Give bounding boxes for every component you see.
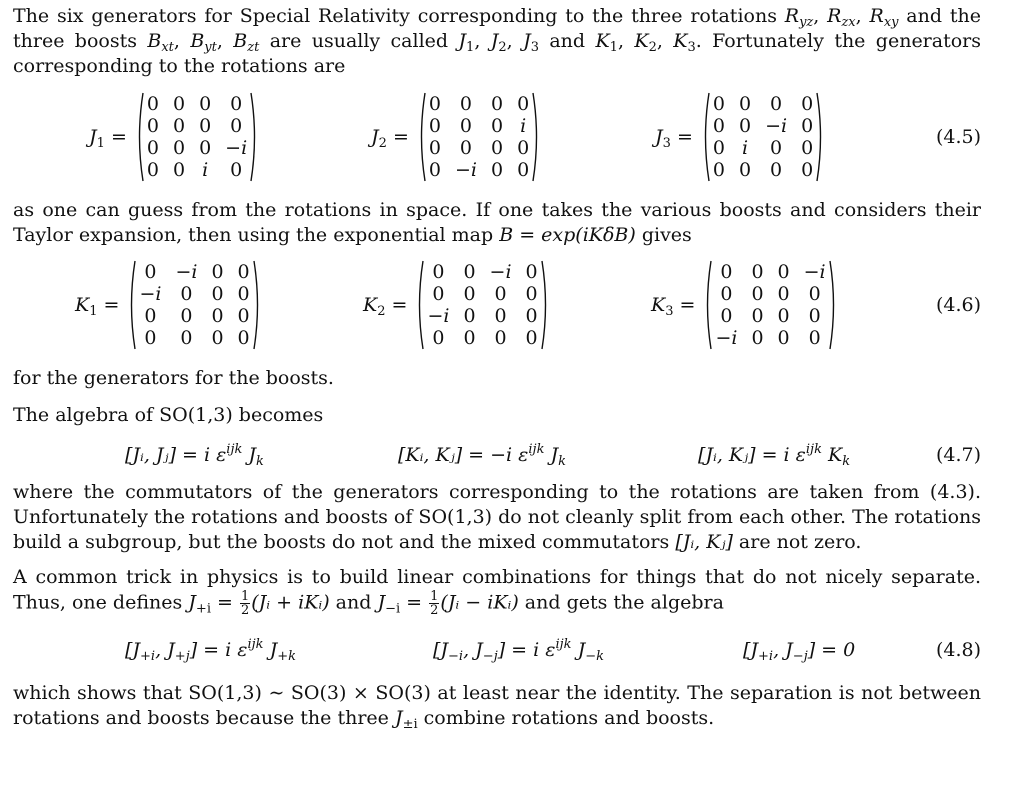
matrix-cell: 0: [494, 305, 507, 327]
matrix-cell: 0: [199, 137, 212, 159]
matrix: [417, 91, 541, 183]
matrix-cell: 0: [490, 93, 504, 115]
equation-number: (4.6): [935, 294, 981, 316]
matrix-cell: 0: [770, 159, 783, 181]
matrix-cell: 0: [738, 159, 752, 181]
matrix-cell: 0: [211, 261, 224, 283]
matrix-cell: 0: [237, 305, 250, 327]
matrix-cell: 0: [237, 327, 250, 349]
matrix-cell: 0: [432, 327, 445, 349]
matrix-cell: −i: [765, 115, 788, 137]
matrix-cell: 0: [180, 283, 193, 305]
equation-4-8: [13, 631, 981, 669]
paragraph-boost-generators: for the generators for the boosts.: [13, 367, 334, 389]
commutator-jk: [Jᵢ, Kⱼ] = i $\varepsilon^{ijk}$ $K_k$: [698, 442, 851, 469]
matrix-cell: 0: [146, 115, 159, 137]
matrix-cell: 0: [144, 327, 157, 349]
matrix-cell: 0: [777, 261, 790, 283]
matrix-cell: 0: [172, 115, 186, 137]
matrix-j1: [89, 87, 259, 187]
matrix-cell: 0: [463, 261, 476, 283]
paragraph-commutators: where the commutators of the generators corresponding to the rotations are taken from (4.3). Unfortunately the rotations and boosts of SO(1,3) do not cleanly split from each other. The rotations build a subgroup, but the boosts do not and the mixed commutators [Jᵢ, Kⱼ] are not zero.: [13, 481, 981, 553]
fraction-one-half: $\frac{1}{2}$: [430, 589, 439, 618]
matrix-cell: 0: [211, 283, 224, 305]
matrix-cell: 0: [428, 159, 441, 181]
equation-number: (4.8): [935, 639, 981, 661]
paragraph-conclusion: which shows that SO(1,3) ∼ SO(3) × SO(3) at least near the identity. The separation is not between rotations and boosts because the three $J_{\pm i}$ combine rotations and boosts.: [13, 682, 981, 732]
right-paren: [540, 259, 550, 351]
matrix-cell: 0: [459, 137, 473, 159]
matrix-cell: 0: [230, 93, 243, 115]
matrix-cell: 0: [199, 115, 212, 137]
page: [13, 4, 981, 731]
matrix-cell: 0: [463, 283, 476, 305]
matrix-cell: −i: [803, 261, 826, 283]
left-paren: [135, 91, 145, 183]
matrix-cell: 0: [770, 93, 783, 115]
matrix-k1: [75, 255, 262, 355]
matrix-label: $J_2$ =: [371, 126, 409, 151]
matrix-cell: 0: [801, 93, 814, 115]
matrix-cell: −i: [489, 261, 512, 283]
matrix-cell: 0: [720, 283, 733, 305]
matrix-cell: 0: [490, 115, 504, 137]
matrix-cell: i: [741, 137, 749, 159]
matrix-cell: 0: [808, 283, 821, 305]
matrix-cell: 0: [146, 137, 159, 159]
matrix-cell: 0: [712, 137, 725, 159]
matrix-cell: 0: [490, 159, 504, 181]
left-paren: [417, 91, 427, 183]
matrix-cell: 0: [808, 327, 821, 349]
left-paren: [701, 91, 711, 183]
commutator-jj: [Jᵢ, Jⱼ] = i $\varepsilon^{ijk}$ $J_k$: [125, 442, 264, 469]
matrix-cell: 0: [172, 159, 186, 181]
matrix-label: $K_3$ =: [651, 294, 696, 319]
matrix-cell: −i: [175, 261, 198, 283]
matrix: [703, 259, 837, 351]
matrix-cell: −i: [715, 327, 738, 349]
matrix-cell: 0: [230, 115, 243, 137]
matrix-cell: 0: [751, 305, 764, 327]
matrix-cell: 0: [463, 327, 476, 349]
left-paren: [127, 259, 137, 351]
matrix-cell: 0: [146, 93, 159, 115]
matrix-cell: 0: [738, 115, 752, 137]
matrix-cell: 0: [777, 305, 790, 327]
matrix-cell: 0: [144, 261, 157, 283]
matrix-k3: [651, 255, 838, 355]
matrix-cell: 0: [720, 261, 733, 283]
matrix-cell: 0: [494, 327, 507, 349]
matrix-cell: 0: [428, 93, 441, 115]
matrix-cell: 0: [525, 261, 538, 283]
matrix-k2: [363, 255, 550, 355]
matrix-cell: 0: [770, 137, 783, 159]
commutator-kk: [Kᵢ, Kⱼ] = −i $\varepsilon^{ijk}$ $J_k$: [398, 442, 566, 469]
matrix-cell: 0: [801, 159, 814, 181]
matrix-cell: i: [202, 159, 209, 181]
matrix-label: $J_3$ =: [655, 126, 693, 151]
matrix-cell: 0: [172, 93, 186, 115]
matrix-cell: 0: [144, 305, 157, 327]
matrix-cell: 0: [459, 115, 473, 137]
right-paren: [828, 259, 838, 351]
matrix-cell: −i: [139, 283, 162, 305]
matrix-cell: 0: [172, 137, 186, 159]
matrix-cell: 0: [525, 327, 538, 349]
matrix-label: $K_2$ =: [363, 294, 408, 319]
matrix-cell: 0: [801, 115, 814, 137]
matrix-label: $J_1$ =: [89, 126, 127, 151]
equation-number: (4.5): [935, 126, 981, 148]
matrix-cell: 0: [517, 93, 530, 115]
equation-number: (4.7): [935, 444, 981, 466]
matrix-cell: 0: [720, 305, 733, 327]
commutator-plus-plus: [$J_{+i}$, $J_{+j}] = i$ $\varepsilon^{ijk}$ $J_{+k}$: [125, 637, 296, 664]
matrix-cell: 0: [751, 283, 764, 305]
matrix-cell: 0: [180, 305, 193, 327]
matrix-cell: 0: [751, 327, 764, 349]
commutator-minus-minus: [$J_{-i}$, $J_{-j}] = i$ $\varepsilon^{ijk}$ $J_{-k}$: [433, 637, 604, 664]
matrix-cell: 0: [712, 115, 725, 137]
matrix-cell: 0: [777, 327, 790, 349]
matrix-cell: 0: [494, 283, 507, 305]
matrix-cell: 0: [432, 283, 445, 305]
matrix-cell: 0: [230, 159, 243, 181]
commutator-plus-minus: [$J_{+i}$, $J_{-j}] = 0$: [743, 639, 856, 664]
matrix-cell: 0: [211, 327, 224, 349]
matrix-cell: −i: [454, 159, 477, 181]
matrix-cell: 0: [712, 93, 725, 115]
matrix-cell: 0: [490, 137, 504, 159]
matrix-cell: 0: [801, 137, 814, 159]
matrix-cell: 0: [428, 115, 441, 137]
fraction-one-half: $\frac{1}{2}$: [240, 589, 250, 618]
matrix-cell: −i: [427, 305, 450, 327]
matrix-j2: [371, 87, 541, 187]
matrix-cell: 0: [199, 93, 212, 115]
paragraph-intro: The six generators for Special Relativity corresponding to the three rotations $R_{yz}$, $R_{zx}$, $R_{xy}$ and the three boosts $B_{xt}$, $B_{yt}$, $B_{zt}$ are usually called $J_1$, $J_2$, $J_3$ and $K_1$, $K_2$, $K_3$. Fortunately the generators corresponding to the rotations are: [13, 5, 982, 77]
matrix-cell: i: [520, 115, 527, 137]
matrix-cell: −i: [225, 137, 248, 159]
matrix-cell: 0: [517, 159, 530, 181]
equation-4-6: [13, 255, 981, 355]
matrix-cell: 0: [808, 305, 821, 327]
matrix-cell: 0: [211, 305, 224, 327]
matrix: [701, 91, 825, 183]
matrix-cell: 0: [146, 159, 159, 181]
matrix-label: $K_1$ =: [75, 294, 120, 319]
matrix-cell: 0: [237, 283, 250, 305]
matrix-j3: [655, 87, 825, 187]
matrix-cell: 0: [777, 283, 790, 305]
equation-4-7: [13, 436, 981, 474]
paragraph-algebra: The algebra of SO(1,3) becomes: [13, 404, 324, 426]
matrix-cell: 0: [428, 137, 441, 159]
right-paren: [815, 91, 825, 183]
matrix-cell: 0: [712, 159, 725, 181]
equation-4-5: [13, 87, 981, 187]
matrix-cell: 0: [180, 327, 193, 349]
matrix-cell: 0: [237, 261, 250, 283]
paragraph-linear-combinations: A common trick in physics is to build linear combinations for things that do not nicely separate. Thus, one defines $J_{+i}$ = $\frac{1}{2}$ (Jᵢ + iKᵢ) and $J_{-i}$ = $\frac{1}{2}$ (Jᵢ − iKᵢ) and gets the algebra: [13, 566, 981, 618]
right-paren: [249, 91, 259, 183]
matrix-cell: 0: [517, 137, 530, 159]
matrix-cell: 0: [751, 261, 764, 283]
matrix-cell: 0: [463, 305, 476, 327]
right-paren: [252, 259, 262, 351]
matrix-cell: 0: [525, 305, 538, 327]
matrix-cell: 0: [432, 261, 445, 283]
right-paren: [531, 91, 541, 183]
matrix: [135, 91, 259, 183]
matrix: [415, 259, 549, 351]
left-paren: [703, 259, 713, 351]
left-paren: [415, 259, 425, 351]
matrix-cell: 0: [459, 93, 473, 115]
matrix-cell: 0: [738, 93, 752, 115]
matrix-cell: 0: [525, 283, 538, 305]
paragraph-boosts: as one can guess from the rotations in space. If one takes the various boosts and considers their Taylor expansion, then using the exponential map B = exp(iKδB) gives: [13, 199, 981, 246]
matrix: [127, 259, 261, 351]
